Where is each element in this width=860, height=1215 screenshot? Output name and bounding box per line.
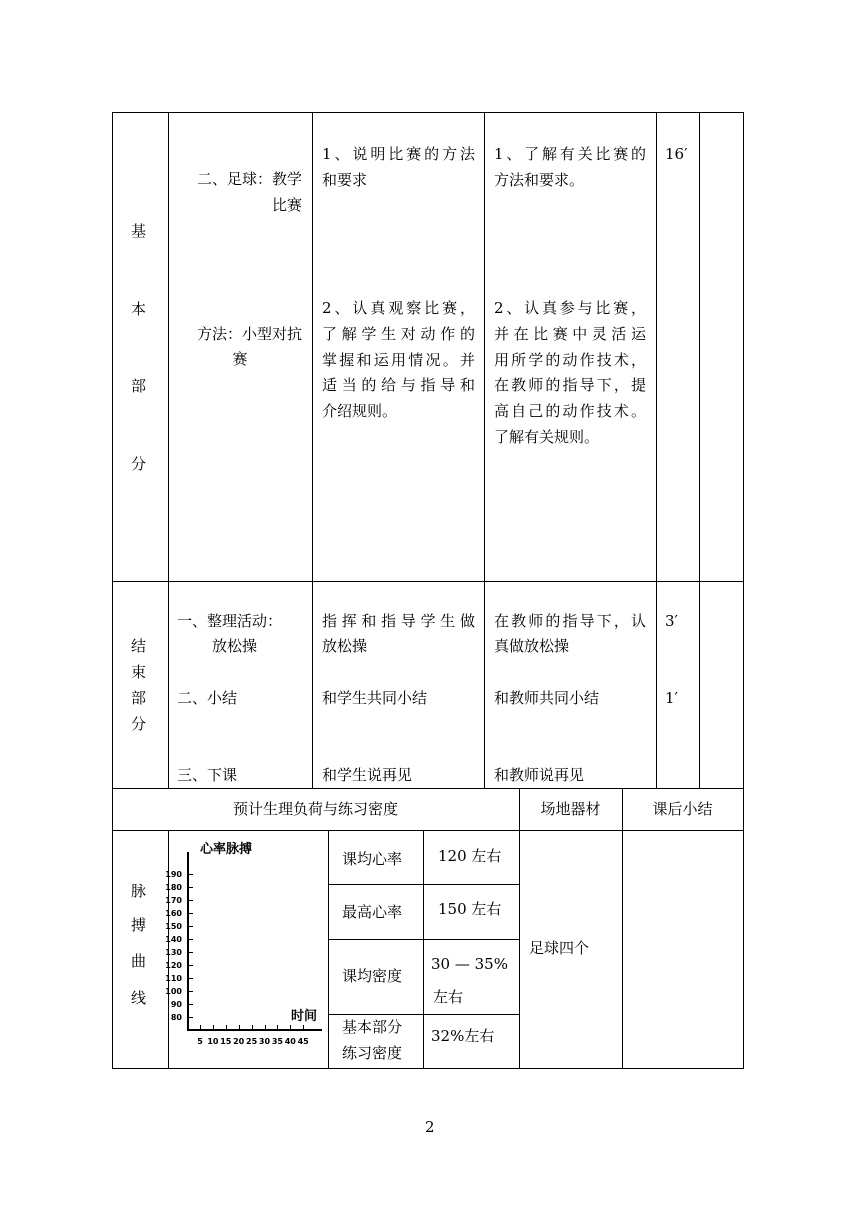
chart-title: 心率脉搏 bbox=[200, 842, 253, 857]
section-label-char: 本 bbox=[131, 300, 147, 318]
col-divider bbox=[312, 112, 313, 789]
section-label-char: 分 bbox=[131, 455, 147, 473]
row-divider bbox=[112, 788, 744, 789]
metric-value: 120 左右 bbox=[438, 847, 502, 865]
section-label-char: 束 bbox=[131, 663, 147, 681]
equipment-header: 场地器材 bbox=[540, 800, 601, 818]
metric-value: 左右 bbox=[433, 988, 464, 1006]
section-label-char: 分 bbox=[131, 715, 147, 733]
teacher-line: 1、说明比赛的方法 bbox=[322, 145, 475, 163]
x-tick-label: 45 bbox=[297, 1037, 309, 1046]
y-tick-mark bbox=[189, 965, 193, 966]
x-tick-label: 15 bbox=[220, 1037, 232, 1046]
time-value: 1′ bbox=[665, 689, 678, 707]
student-line: 方法和要求。 bbox=[494, 171, 585, 189]
x-tick-mark bbox=[239, 1025, 240, 1029]
x-tick-mark bbox=[277, 1025, 278, 1029]
student-line: 了解有关规则。 bbox=[494, 428, 600, 446]
metric-name: 课均心率 bbox=[342, 850, 403, 868]
student-line: 在教师的指导下，认 bbox=[494, 612, 646, 630]
content-line: 比赛 bbox=[271, 196, 302, 214]
x-tick-mark bbox=[252, 1025, 253, 1029]
metric-name: 最高心率 bbox=[342, 903, 403, 921]
content-line: 方法：小型对抗 bbox=[196, 325, 302, 343]
teacher-line: 和要求 bbox=[322, 171, 368, 189]
x-tick-label: 35 bbox=[271, 1037, 283, 1046]
col-divider bbox=[423, 830, 424, 1068]
metric-name: 练习密度 bbox=[342, 1044, 403, 1062]
teacher-line: 2、认真观察比赛， bbox=[322, 299, 475, 317]
x-tick-label: 40 bbox=[284, 1037, 296, 1046]
teacher-line: 掌握和运用情况。并 bbox=[322, 351, 475, 369]
y-tick-mark bbox=[189, 1017, 193, 1018]
y-tick-mark bbox=[189, 900, 193, 901]
border-left bbox=[112, 112, 113, 1069]
row-divider bbox=[112, 581, 744, 582]
y-tick-label: 160 bbox=[165, 909, 182, 918]
y-tick-mark bbox=[189, 874, 193, 875]
teacher-line: 和学生共同小结 bbox=[322, 689, 428, 707]
row-divider bbox=[112, 830, 744, 831]
load-header: 预计生理负荷与练习密度 bbox=[232, 800, 398, 818]
x-tick-mark bbox=[226, 1025, 227, 1029]
teacher-line: 放松操 bbox=[322, 637, 368, 655]
teacher-line: 介绍规则。 bbox=[322, 402, 398, 420]
x-tick-mark bbox=[290, 1025, 291, 1029]
equipment-value: 足球四个 bbox=[529, 939, 590, 957]
x-axis-line bbox=[187, 1029, 322, 1031]
content-line: 一、整理活动： bbox=[177, 612, 283, 630]
y-tick-mark bbox=[189, 913, 193, 914]
x-tick-label: 30 bbox=[258, 1037, 271, 1046]
border-top bbox=[112, 112, 744, 113]
x-tick-mark bbox=[265, 1025, 266, 1029]
section-label-char: 部 bbox=[131, 689, 147, 707]
y-tick-mark bbox=[189, 991, 193, 992]
x-tick-mark bbox=[200, 1025, 201, 1029]
y-tick-mark bbox=[189, 978, 193, 979]
y-tick-mark bbox=[189, 1004, 193, 1005]
y-tick-label: 170 bbox=[165, 896, 182, 905]
teacher-line: 和学生说再见 bbox=[322, 766, 413, 784]
content-line: 赛 bbox=[232, 350, 248, 368]
y-tick-mark bbox=[189, 926, 193, 927]
section-label-char: 基 bbox=[131, 222, 147, 240]
y-tick-label: 110 bbox=[165, 974, 182, 983]
y-tick-label: 80 bbox=[170, 1013, 182, 1022]
review-header: 课后小结 bbox=[652, 800, 713, 818]
metric-value: 30 — 35% bbox=[431, 955, 508, 973]
col-divider bbox=[519, 788, 520, 1069]
teacher-line: 了解学生对动作的 bbox=[322, 325, 475, 343]
section-label-char: 部 bbox=[131, 377, 147, 395]
y-tick-label: 130 bbox=[165, 948, 182, 957]
metric-name: 基本部分 bbox=[342, 1018, 403, 1036]
y-tick-label: 140 bbox=[165, 935, 182, 944]
content-line: 放松操 bbox=[212, 637, 258, 655]
student-line: 2、认真参与比赛， bbox=[494, 299, 646, 317]
y-tick-label: 120 bbox=[165, 961, 182, 970]
y-tick-label: 100 bbox=[165, 987, 182, 996]
section-label-char: 搏 bbox=[131, 916, 147, 934]
student-line: 1、了解有关比赛的 bbox=[494, 145, 646, 163]
y-tick-mark bbox=[189, 887, 193, 888]
x-tick-mark bbox=[303, 1025, 304, 1029]
page-number: 2 bbox=[425, 1118, 435, 1136]
metric-value: 150 左右 bbox=[438, 900, 502, 918]
metric-name: 课均密度 bbox=[342, 967, 403, 985]
time-value: 3′ bbox=[665, 612, 678, 630]
teacher-line: 适当的给与指导和 bbox=[322, 376, 475, 394]
x-tick-label: 25 bbox=[246, 1037, 258, 1046]
metric-value: 32%左右 bbox=[431, 1027, 495, 1045]
student-line: 真做放松操 bbox=[494, 637, 570, 655]
student-line: 用所学的动作技术， bbox=[494, 351, 646, 369]
x-tick-label: 20 bbox=[233, 1037, 245, 1046]
student-line: 和教师说再见 bbox=[494, 766, 585, 784]
content-line: 二、小结 bbox=[177, 689, 238, 707]
teacher-line: 指挥和指导学生做 bbox=[322, 612, 475, 630]
col-divider bbox=[622, 788, 623, 1069]
y-tick-mark bbox=[189, 939, 193, 940]
col-divider bbox=[656, 112, 657, 789]
content-line: 三、下课 bbox=[177, 766, 238, 784]
col-divider bbox=[699, 112, 700, 789]
section-label-char: 结 bbox=[131, 637, 147, 655]
section-label-char: 曲 bbox=[131, 952, 147, 970]
student-line: 在教师的指导下，提 bbox=[494, 376, 646, 394]
col-divider bbox=[328, 830, 329, 1068]
student-line: 并在比赛中灵活运 bbox=[494, 325, 646, 343]
x-tick-label: 10 bbox=[207, 1037, 219, 1046]
x-axis-label: 时间 bbox=[291, 1009, 318, 1024]
student-line: 高自己的动作技术。 bbox=[494, 402, 646, 420]
y-tick-label: 190 bbox=[165, 870, 182, 879]
x-tick-label: 5 bbox=[197, 1037, 203, 1046]
y-tick-label: 90 bbox=[170, 1000, 182, 1009]
x-tick-mark bbox=[213, 1025, 214, 1029]
col-divider bbox=[484, 112, 485, 789]
student-line: 和教师共同小结 bbox=[494, 689, 600, 707]
y-tick-mark bbox=[189, 952, 193, 953]
y-tick-label: 150 bbox=[165, 922, 182, 931]
border-right bbox=[743, 112, 744, 1069]
section-label-char: 脉 bbox=[131, 882, 147, 900]
border-bottom bbox=[112, 1068, 744, 1069]
y-tick-label: 180 bbox=[165, 883, 182, 892]
content-line: 二、足球：教学 bbox=[196, 170, 302, 188]
col-divider bbox=[168, 112, 169, 789]
time-value: 16′ bbox=[665, 145, 688, 163]
section-label-char: 线 bbox=[131, 989, 147, 1007]
